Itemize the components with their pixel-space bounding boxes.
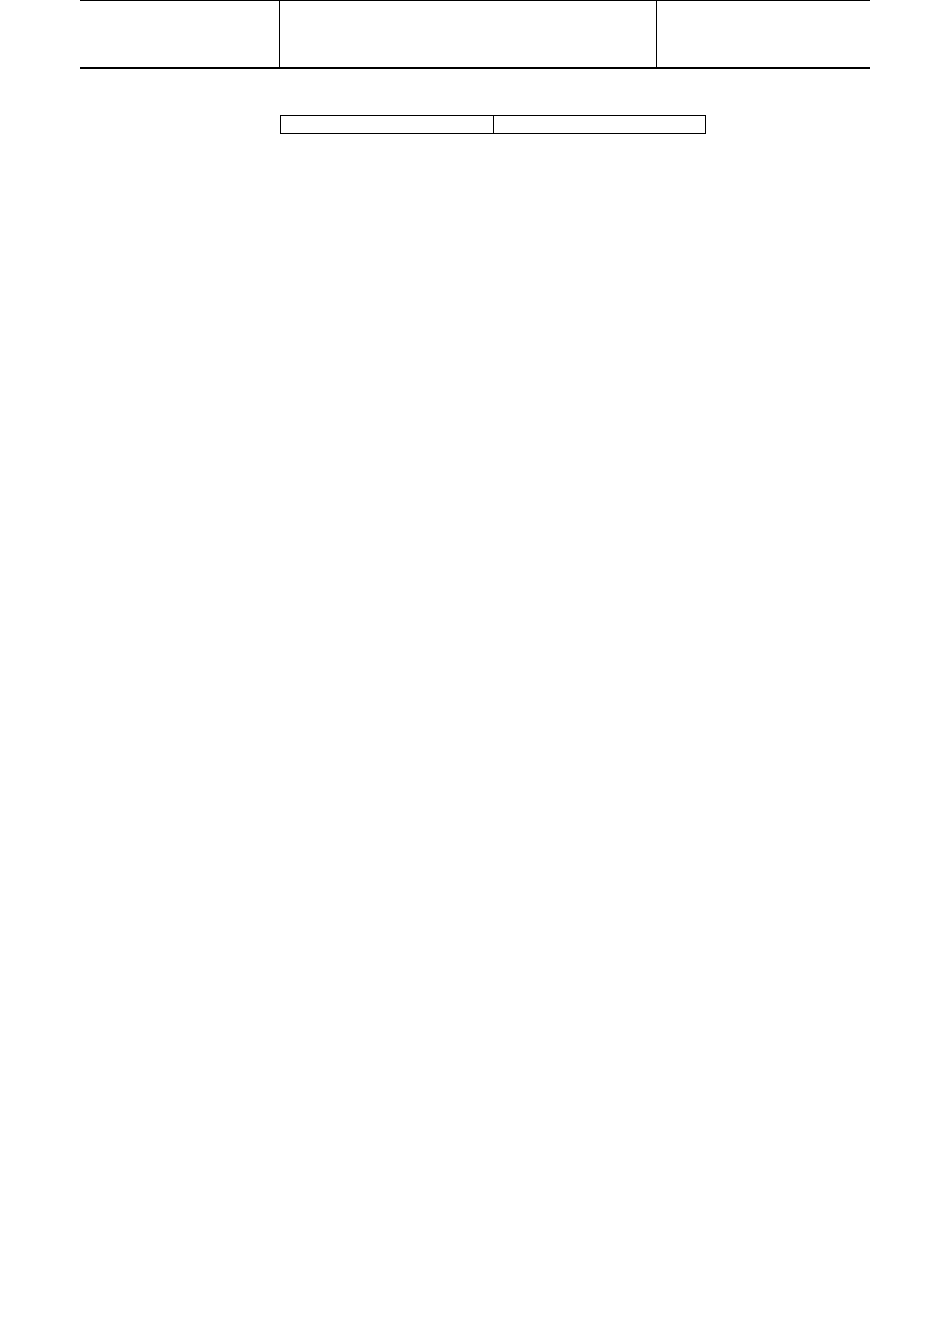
page-header [80,0,870,69]
table-header-row [281,116,706,134]
header-motto [280,1,657,67]
table-header-cell [493,116,706,134]
header-meta [80,1,280,67]
document-body [82,98,870,156]
comparison-table [280,115,706,134]
header-page-info [657,1,870,67]
table-header-cell [281,116,494,134]
